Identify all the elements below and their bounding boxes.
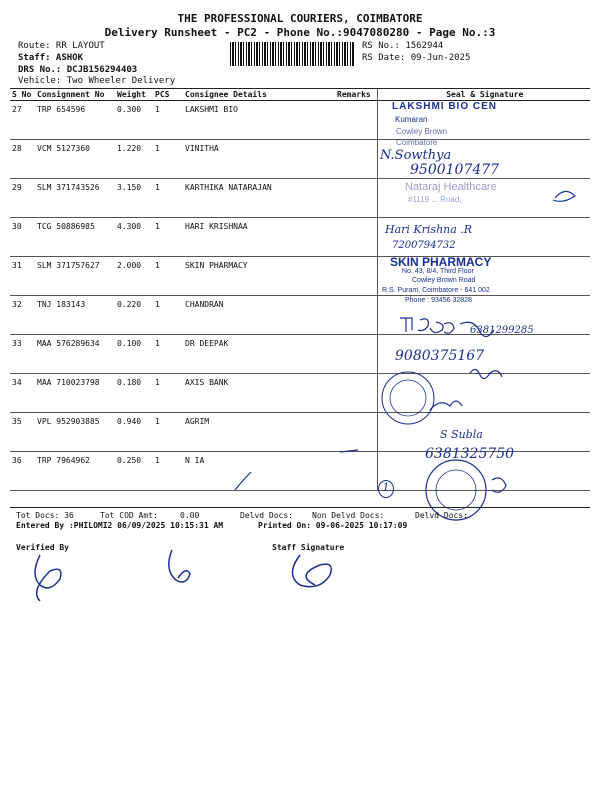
row-consignment: VCM 5127360 xyxy=(35,140,115,179)
total-docs: Tot Docs: 36 xyxy=(16,511,74,520)
lakshmi-stamp-sub: Kumaran xyxy=(395,115,428,124)
staff-signature-scribble xyxy=(293,555,332,587)
entered-by-signature xyxy=(169,550,190,582)
row-consignment: VPL 952903885 xyxy=(35,413,115,452)
row35-signature-name: S Subla xyxy=(440,428,483,441)
delivered-docs: Delvd Docs: xyxy=(240,511,293,520)
natarajan-stamp: Nataraj Healthcare xyxy=(405,181,497,193)
col-consignee: Consignee Details xyxy=(183,89,335,101)
col-remarks: Remarks xyxy=(335,89,377,101)
staff: Staff: ASHOK xyxy=(18,53,84,63)
skin-stamp-addr1: No. 43, 8/4, Third Floor xyxy=(402,268,474,275)
row-consignee: AGRIM xyxy=(183,413,335,452)
row-pcs: 1 xyxy=(153,413,183,452)
row32-phone: 6381299285 xyxy=(470,325,534,336)
row-sno: 28 xyxy=(10,140,35,179)
row-sno: 30 xyxy=(10,218,35,257)
row-consignee: VINITHA xyxy=(183,140,335,179)
row-consignee: KARTHIKA NATARAJAN xyxy=(183,179,335,218)
skin-stamp-addr2: Cowley Brown Road xyxy=(412,277,476,284)
row-weight: 0.250 xyxy=(115,452,153,491)
row-weight: 0.220 xyxy=(115,296,153,335)
row-consignee: AXIS BANK xyxy=(183,374,335,413)
row-consignment: TRP 654596 xyxy=(35,101,115,140)
col-pcs: PCS xyxy=(153,89,183,101)
col-seal: Seal & Signature xyxy=(377,89,590,101)
col-sno: S No xyxy=(10,89,35,101)
lakshmi-stamp: LAKSHMI BIO CEN xyxy=(392,101,497,112)
row-sno: 36 xyxy=(10,452,35,491)
row28-phone: 9500107477 xyxy=(410,162,500,178)
printed-on: Printed On: 09-06-2025 10:17:09 xyxy=(258,521,408,530)
verified-by: Verified By xyxy=(16,543,69,552)
row-pcs: 1 xyxy=(153,452,183,491)
col-weight: Weight xyxy=(115,89,153,101)
delivered-docs-2: Delvd Docs: xyxy=(415,511,468,520)
row-consignee: LAKSHMI BIO xyxy=(183,101,335,140)
row-weight: 3.150 xyxy=(115,179,153,218)
row30-phone: 7200794732 xyxy=(392,240,456,251)
row-weight: 0.940 xyxy=(115,413,153,452)
row36-signature-scribble xyxy=(492,478,506,492)
col-consignment: Consignment No xyxy=(35,89,115,101)
row-pcs: 1 xyxy=(153,179,183,218)
row-pcs: 1 xyxy=(153,140,183,179)
verified-by-signature xyxy=(35,555,61,601)
row-consignment: SLM 371757627 xyxy=(35,257,115,296)
row-consignee: DR DEEPAK xyxy=(183,335,335,374)
total-cod-label: Tot COD Amt: xyxy=(100,511,158,520)
entered-by: Entered By :PHILOMI2 06/09/2025 10:15:31 AM xyxy=(16,521,224,530)
row-sno: 31 xyxy=(10,257,35,296)
row29-scribble xyxy=(553,191,575,201)
row-pcs: 1 xyxy=(153,218,183,257)
company-title: THE PROFESSIONAL COURIERS, COIMBATORE xyxy=(177,12,423,25)
row-pcs: 1 xyxy=(153,335,183,374)
row-sno: 33 xyxy=(10,335,35,374)
row-consignment: MAA 710023798 xyxy=(35,374,115,413)
row-sno: 35 xyxy=(10,413,35,452)
row-consignee: N IA xyxy=(183,452,335,491)
row-pcs: 1 xyxy=(153,101,183,140)
row33-phone: 9080375167 xyxy=(395,348,485,364)
skin-pharmacy-stamp: SKIN PHARMACY xyxy=(390,255,492,269)
drs-number: DRS No.: DCJB156294403 xyxy=(18,65,138,75)
route: Route: RR LAYOUT xyxy=(18,41,105,51)
row-sno: 34 xyxy=(10,374,35,413)
footer-divider xyxy=(10,507,590,508)
rs-number: RS No.: 1562944 xyxy=(362,41,444,51)
row-pcs: 1 xyxy=(153,374,183,413)
skin-stamp-addr3: R.S. Puram, Coimbatore - 641 002 xyxy=(382,287,490,294)
row33-signature-scribble xyxy=(470,369,502,378)
total-cod-value: 0.00 xyxy=(180,511,200,520)
skin-stamp-phone: Phone : 93456 32828 xyxy=(405,297,472,304)
row-consignee: SKIN PHARMACY xyxy=(183,257,335,296)
rs-date: RS Date: 09-Jun-2025 xyxy=(362,53,471,63)
row36-scribble xyxy=(235,472,251,490)
row-weight: 0.300 xyxy=(115,101,153,140)
row-weight: 2.000 xyxy=(115,257,153,296)
row-weight: 0.100 xyxy=(115,335,153,374)
row30-signature-name: Hari Krishna .R xyxy=(385,223,473,236)
row-weight: 4.300 xyxy=(115,218,153,257)
row-consignment: TNJ 183143 xyxy=(35,296,115,335)
row34-signature-scribble xyxy=(430,401,462,410)
runsheet-subtitle: Delivery Runsheet - PC2 - Phone No.:9047080280 - Page No.:3 xyxy=(104,26,496,39)
row-consignee: CHANDRAN xyxy=(183,296,335,335)
row28-signature-name: N.Sowthya xyxy=(380,148,452,163)
row-weight: 0.180 xyxy=(115,374,153,413)
lakshmi-stamp-addr: Cowley Brown xyxy=(396,127,448,136)
vehicle: Vehicle: Two Wheeler Delivery xyxy=(18,76,176,86)
row35-phone: 6381325750 xyxy=(425,446,515,462)
row-consignment: TCG 50886985 xyxy=(35,218,115,257)
row-consignment: TRP 7964962 xyxy=(35,452,115,491)
row35-remarks-dash xyxy=(340,450,358,452)
row-consignee: HARI KRISHNAA xyxy=(183,218,335,257)
row-pcs: 1 xyxy=(153,296,183,335)
natarajan-stamp-addr: #1119 ... Road, xyxy=(408,195,462,204)
row-consignment: SLM 371743526 xyxy=(35,179,115,218)
row-consignment: MAA 576289634 xyxy=(35,335,115,374)
row-pcs: 1 xyxy=(153,257,183,296)
row-weight: 1.220 xyxy=(115,140,153,179)
row-sno: 29 xyxy=(10,179,35,218)
staff-signature-label: Staff Signature xyxy=(272,543,345,552)
row32-signature-scribble xyxy=(400,318,494,337)
row-sno: 27 xyxy=(10,101,35,140)
row36-circled-mark: 1 xyxy=(378,480,394,498)
non-delivered-docs: Non Delvd Docs: xyxy=(312,511,385,520)
row-sno: 32 xyxy=(10,296,35,335)
lakshmi-stamp-city: Coimbatore xyxy=(396,138,438,147)
